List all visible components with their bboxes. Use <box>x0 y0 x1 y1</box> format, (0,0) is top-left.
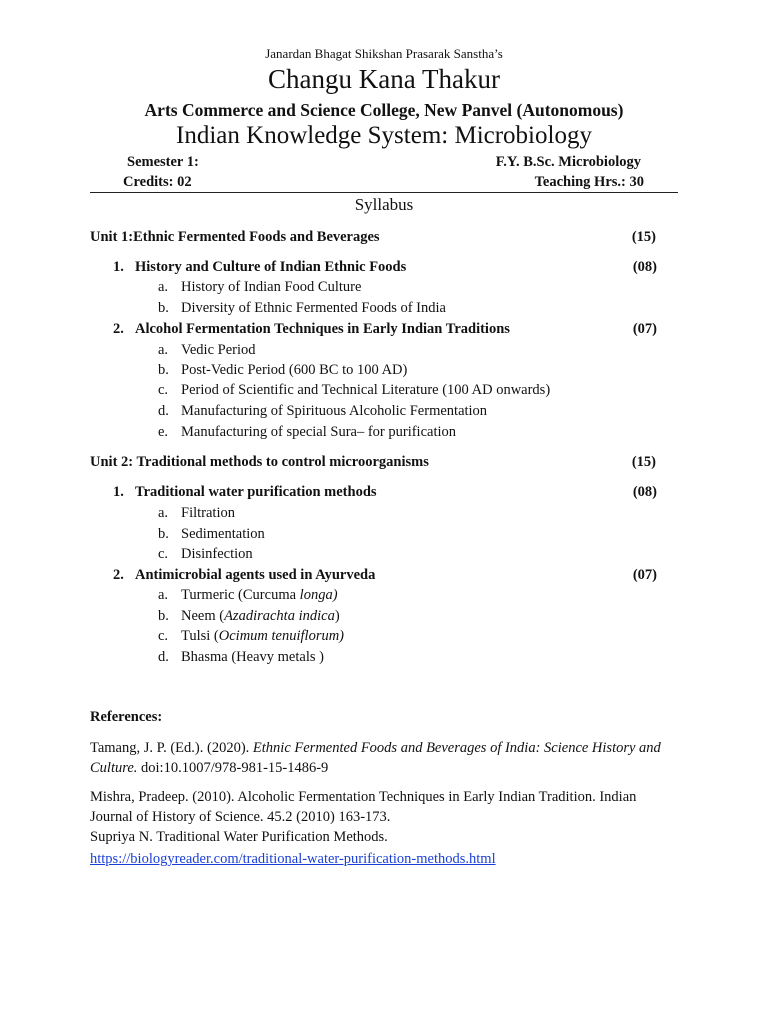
references-heading: References: <box>90 709 163 725</box>
topic-title: Antimicrobial agents used in Ayurveda <box>135 567 376 583</box>
item-text: Post-Vedic Period (600 BC to 100 AD) <box>181 362 408 378</box>
unit-2-marks: (15) <box>631 454 656 470</box>
reference-2: Mishra, Pradeep. (2010). Alcoholic Fermentation Techniques in Early Indian Tradition. Indian Journal of History of Science. 45.2 (2010) 163-173. <box>90 789 637 825</box>
item-letter: b. <box>158 362 169 378</box>
item-letter: c. <box>158 382 169 398</box>
topic-marks: (07) <box>632 321 657 337</box>
item-letter: a. <box>158 342 169 358</box>
item-text: Neem (Azadirachta indica) <box>181 608 340 624</box>
item-letter: c. <box>158 546 169 562</box>
item-text: Turmeric (Curcuma longa) <box>181 587 338 603</box>
item-text: Manufacturing of special Sura– for purification <box>181 424 457 440</box>
item-letter: e. <box>158 424 169 440</box>
unit-1-marks: (15) <box>631 229 656 245</box>
reference-3-link[interactable]: https://biologyreader.com/traditional-water-purification-methods.html <box>90 851 496 867</box>
topic-title: Alcohol Fermentation Techniques in Early Indian Traditions <box>135 321 510 337</box>
topic-marks: (08) <box>632 259 657 275</box>
header-divider <box>90 192 678 193</box>
credits-label: Credits: 02 <box>123 174 192 190</box>
item-letter: a. <box>158 587 169 603</box>
topic-number: 2. <box>113 567 124 583</box>
topic-marks: (07) <box>632 567 657 583</box>
unit-2-title: Unit 2: Traditional methods to control microorganisms <box>90 454 429 470</box>
item-text: Disinfection <box>181 546 253 562</box>
item-text: Diversity of Ethnic Fermented Foods of India <box>181 300 446 316</box>
semester-label: Semester 1: <box>127 154 199 170</box>
item-letter: a. <box>158 505 169 521</box>
society-name: Janardan Bhagat Shikshan Prasarak Sanstha’s <box>265 46 503 61</box>
item-text: Bhasma (Heavy metals ) <box>181 649 324 665</box>
topic-number: 1. <box>113 484 124 500</box>
item-text: Vedic Period <box>181 342 256 358</box>
item-letter: a. <box>158 279 169 295</box>
item-letter: b. <box>158 300 169 316</box>
program-label: F.Y. B.Sc. Microbiology <box>495 154 641 170</box>
item-text: Filtration <box>181 505 235 521</box>
college-name: Changu Kana Thakur <box>268 64 500 94</box>
item-letter: d. <box>158 649 169 665</box>
item-letter: c. <box>158 628 169 644</box>
unit-1-title: Unit 1:Ethnic Fermented Foods and Beverages <box>90 229 380 245</box>
reference-1: Tamang, J. P. (Ed.). (2020). Ethnic Fermented Foods and Beverages of India: Science History and Culture. doi:10.1007/978-981-15-1486-9 <box>90 740 661 776</box>
item-letter: d. <box>158 403 169 419</box>
course-title: Indian Knowledge System: Microbiology <box>176 122 592 149</box>
topic-title: Traditional water purification methods <box>135 484 377 500</box>
item-text: Manufacturing of Spirituous Alcoholic Fermentation <box>181 403 488 419</box>
topic-number: 2. <box>113 321 124 337</box>
item-text: Sedimentation <box>181 526 265 542</box>
topic-number: 1. <box>113 259 124 275</box>
item-letter: b. <box>158 526 169 542</box>
item-text: Period of Scientific and Technical Literature (100 AD onwards) <box>181 382 551 398</box>
reference-3: Supriya N. Traditional Water Purification Methods. <box>90 829 388 845</box>
topic-title: History and Culture of Indian Ethnic Foods <box>135 259 407 275</box>
item-text: History of Indian Food Culture <box>181 279 362 295</box>
item-letter: b. <box>158 608 169 624</box>
college-subtitle: Arts Commerce and Science College, New Panvel (Autonomous) <box>144 100 624 120</box>
item-text: Tulsi (Ocimum tenuiflorum) <box>181 628 345 644</box>
topic-marks: (08) <box>632 484 657 500</box>
syllabus-heading: Syllabus <box>354 195 414 214</box>
teaching-hours-label: Teaching Hrs.: 30 <box>534 174 644 190</box>
